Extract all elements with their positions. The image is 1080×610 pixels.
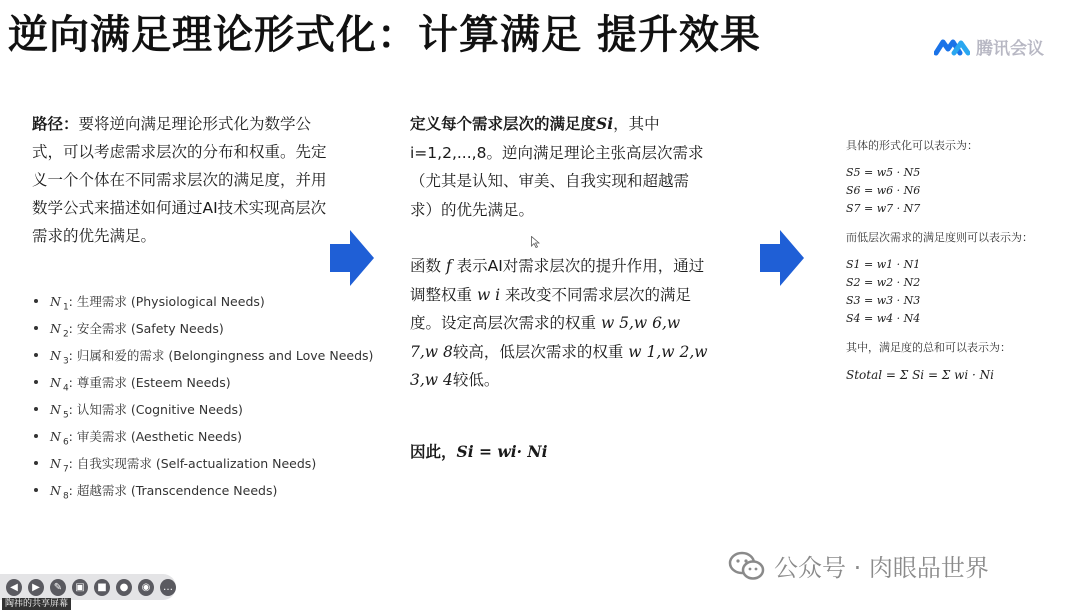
need-symbol: N [50, 402, 61, 417]
function-text-d: 较高，低层次需求的权重 [452, 342, 629, 361]
watermark [728, 548, 989, 583]
need-label: 尊重需求 (Esteem Needs) [76, 375, 231, 390]
function-text-a: 函数 [410, 257, 446, 275]
need-label: 自我实现需求 (Self-actualization Needs) [76, 456, 317, 471]
bullet-icon [34, 353, 38, 357]
users-icon[interactable]: ◉ [138, 579, 154, 596]
conclusion [410, 438, 710, 466]
arrow-right-icon [760, 230, 804, 286]
need-label: 归属和爱的需求 (Belongingness and Love Needs) [76, 348, 374, 363]
need-subscript: 4 [62, 383, 69, 394]
low-level-label: 而低层次需求的满足度则可以表示为： [846, 231, 1033, 244]
need-item: N $_1$: 生理需求 (Physiological Needs) [32, 288, 332, 315]
bullet-icon [34, 407, 38, 411]
bullet-icon [34, 326, 38, 330]
need-label: 生理需求 (Physiological Needs) [76, 294, 265, 309]
bullet-icon [34, 461, 38, 465]
need-symbol: N [50, 483, 61, 498]
need-symbol: N [50, 348, 61, 363]
need-symbol: N [50, 375, 61, 390]
need-symbol: N [50, 429, 61, 444]
conclusion-equation: Si = wi· Ni [456, 442, 548, 461]
path-column [32, 110, 374, 504]
equation: S1 = w1 · N1 [846, 258, 921, 271]
tencent-meeting-logo-icon [934, 37, 970, 57]
need-subscript: 7 [62, 464, 69, 475]
need-label: 超越需求 (Transcendence Needs) [76, 483, 278, 498]
total-equation: Stotal = Σ Si = Σ wi · Ni [846, 368, 994, 382]
function-text-e: 较低。 [452, 371, 500, 389]
si-symbol: Si [596, 114, 614, 133]
mouse-cursor-icon [531, 236, 540, 248]
brand-name: 腾讯会议 [976, 39, 1044, 59]
meeting-toolbar [0, 574, 176, 600]
total-label: 其中，满足度的总和可以表示为： [846, 341, 1011, 354]
chat-icon[interactable]: ● [116, 579, 132, 596]
formalization-label: 具体的形式化可以表示为： [846, 139, 978, 152]
equation: S6 = w6 · N6 [846, 184, 921, 197]
need-item: N $_6$: 审美需求 (Aesthetic Needs) [32, 423, 332, 450]
function-text-b: 表示AI对需求层次的提升作用，通过调整权重 [410, 257, 705, 304]
definition-line2: i=1,2,...,8。逆向满足理论主张高层次需求（尤其是认知、审美、自我实现和超越需求）的优先满足。 [410, 143, 704, 219]
high-equations [846, 164, 1066, 218]
bullet-icon [34, 488, 38, 492]
definition-column [410, 110, 710, 482]
need-symbol: N [50, 456, 61, 471]
need-subscript: 2 [62, 329, 69, 340]
definition-paragraph [410, 110, 710, 224]
path-label: 路径： [32, 115, 79, 133]
need-item: N $_4$: 尊重需求 (Esteem Needs) [32, 369, 332, 396]
arrow-right-icon [330, 230, 374, 286]
needs-list [32, 288, 374, 504]
path-paragraph [32, 110, 332, 250]
pen-icon[interactable]: ✎ [50, 579, 66, 596]
brand [934, 34, 1044, 59]
watermark-text: 公众号 · 肉眼品世界 [774, 554, 989, 582]
equation: S5 = w5 · N5 [846, 166, 921, 179]
bullet-icon [34, 380, 38, 384]
slide-title: 逆向满足理论形式化：计算满足 提升效果 [8, 12, 761, 58]
equation: S2 = w2 · N2 [846, 276, 921, 289]
conclusion-prefix: 因此， [410, 443, 457, 461]
screenshot-icon[interactable]: ▣ [72, 579, 88, 596]
equation: S4 = w4 · N4 [846, 312, 921, 325]
wechat-icon [728, 550, 766, 582]
definition-rest: ，其中 [613, 115, 660, 133]
need-subscript: 3 [62, 356, 69, 367]
formalization-column [846, 138, 1066, 394]
need-label: 认知需求 (Cognitive Needs) [76, 402, 243, 417]
need-label: 安全需求 (Safety Needs) [76, 321, 224, 336]
more-icon[interactable]: … [160, 579, 176, 596]
need-item: N $_7$: 自我实现需求 (Self-actualization Needs) [32, 450, 332, 477]
path-text: 要将逆向满足理论形式化为数学公式，可以考虑需求层次的分布和权重。先定义一个个体在不同需求层次的满足度，并用数学公式来描述如何通过AI技术实现高层次需求的优先满足。 [32, 115, 327, 245]
need-item: N $_3$: 归属和爱的需求 (Belongingness and Love Needs) [32, 342, 332, 369]
bullet-icon [34, 299, 38, 303]
function-paragraph [410, 252, 710, 395]
wi-symbol: w i [476, 285, 501, 304]
share-screen-label: 陶祎的共享屏幕 [2, 598, 71, 610]
equation: S7 = w7 · N7 [846, 202, 921, 215]
camera-icon[interactable]: ■ [94, 579, 110, 596]
need-subscript: 6 [62, 437, 69, 448]
bullet-icon [34, 434, 38, 438]
need-symbol: N [50, 294, 61, 309]
need-subscript: 1 [62, 302, 69, 313]
f-symbol: f [445, 257, 452, 275]
need-symbol: N [50, 321, 61, 336]
need-subscript: 8 [62, 491, 69, 502]
low-weights: w 1,w 2,w 3,w 4 [410, 342, 708, 389]
need-subscript: 5 [62, 410, 69, 421]
low-equations [846, 256, 1066, 328]
play-icon[interactable]: ▶ [28, 579, 44, 596]
function-text-c: 来改变不同需求层次的满足度。设定高层次需求的权重 [410, 285, 692, 332]
need-item: N $_8$: 超越需求 (Transcendence Needs) [32, 477, 332, 504]
need-item: N $_2$: 安全需求 (Safety Needs) [32, 315, 332, 342]
need-item: N $_5$: 认知需求 (Cognitive Needs) [32, 396, 332, 423]
need-label: 审美需求 (Aesthetic Needs) [76, 429, 243, 444]
equation: S3 = w3 · N3 [846, 294, 921, 307]
back-icon[interactable]: ◀ [6, 579, 22, 596]
high-weights: w 5,w 6,w 7,w 8 [410, 314, 681, 361]
definition-bold: 定义每个需求层次的满足度 [410, 115, 597, 133]
